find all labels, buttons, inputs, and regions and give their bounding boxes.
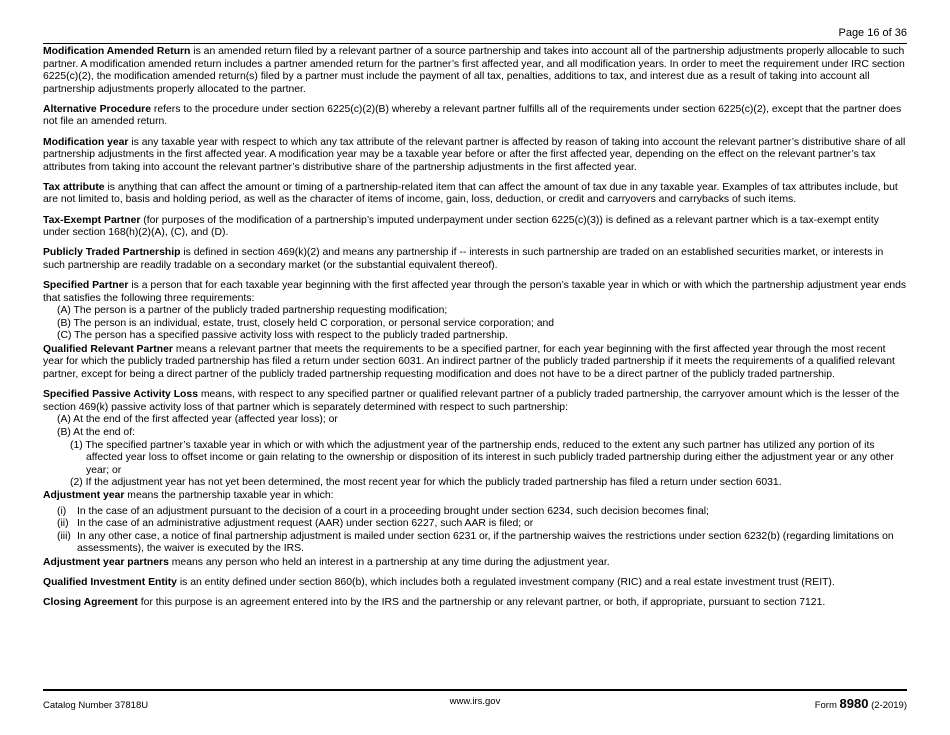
term: Modification Amended Return xyxy=(43,46,191,57)
list-marker: (ii) xyxy=(57,518,69,530)
term: Adjustment year xyxy=(43,489,125,501)
definition-tax-attribute xyxy=(43,182,907,207)
definition-qualified-investment-entity xyxy=(43,577,907,590)
page-body xyxy=(43,46,907,617)
sub-list-item: (1) The specified partner’s taxable year in which or with which the adjustment year of the partnership ends, reduced to the extent any such partner has utilized any portion of its affected year loss to offset income or gain relating to the ownership or disposition of its interest in such publicly traded partnership during either the adjustment year or any other year; or xyxy=(70,439,894,476)
list-text: In any other case, a notice of final partnership adjustment is mailed under section 6231 or, if the partnership waives the restrictions under section 6232(b) (regarding limitations on assessments), the waiver is executed by the IRS. xyxy=(77,530,894,555)
definition-publicly-traded-partnership xyxy=(43,247,907,272)
list-item xyxy=(43,531,907,556)
term: Tax-Exempt Partner xyxy=(43,214,141,226)
definition-alternative-procedure xyxy=(43,104,907,129)
list-item: (A) At the end of the first affected year (affected year loss); or xyxy=(57,414,338,426)
term: Specified Passive Activity Loss xyxy=(43,389,198,401)
list-item: (C) The person has a specified passive activity loss with respect to the publicly traded partnership. xyxy=(57,330,508,342)
term: Modification year xyxy=(43,136,129,148)
list-marker: (i) xyxy=(57,505,67,517)
page-footer xyxy=(43,696,907,711)
term: Qualified Relevant Partner xyxy=(43,343,173,355)
form-revision: (2-2019) xyxy=(871,700,907,711)
list-item xyxy=(43,518,907,531)
definition-specified-partner xyxy=(43,280,907,305)
definition-text: means a relevant partner that meets the requirements to be a specified partner, for each year beginning with the first affected year through the most recent year for which the publicly traded partnership has filed a return under section 6031. An indirect partner of the publicly traded partnership if it meets the requirements of a qualified relevant partner, except for being a direct partner of the publicly traded partnership requesting modification and does not have to be a direct partner of the publicly traded partnership. xyxy=(43,343,895,381)
list-item: (A) The person is a partner of the publicly traded partnership requesting modification; xyxy=(57,305,448,317)
definition-text: means the partnership taxable year in which: xyxy=(124,489,334,501)
definition-adjustment-year xyxy=(43,490,907,503)
definition-text: is anything that can affect the amount or timing of a partnership-related item that can affect the amount of tax due in any taxable year. Examples of tax attributes include, but are not limited to, basis and holding period, as well as the character of items of income, gain, loss, deduction, or credit and carryovers and carrybacks of such items. xyxy=(43,181,898,206)
footer-rule xyxy=(43,689,907,691)
definition-text: (for purposes of the modification of a partnership’s imputed underpayment under section 6225(c)(3)) is defined as a relevant partner which is a tax-exempt entity under section 168(h)(2)(A), (C), and (D). xyxy=(43,214,879,239)
term: Qualified Investment Entity xyxy=(43,576,177,588)
list-item: (B) The person is an individual, estate, trust, closely held C corporation, or personal service corporation; and xyxy=(57,317,555,329)
term: Adjustment year partners xyxy=(43,556,169,568)
definition-closing-agreement xyxy=(43,597,907,610)
term: Publicly Traded Partnership xyxy=(43,247,181,259)
website-link[interactable]: www.irs.gov xyxy=(449,696,501,707)
term: Tax attribute xyxy=(43,181,105,193)
page-number: Page 16 of 36 xyxy=(838,27,907,39)
definition-text: is an entity defined under section 860(b), which includes both a regulated investment company (RIC) and a real estate investment trust (REIT). xyxy=(176,576,835,588)
definition-tax-exempt-partner xyxy=(43,215,907,240)
definition-text: for this purpose is an agreement entered into by the IRS and the partnership or any relevant partner, or both, if appropriate, pursuant to section 7121. xyxy=(137,597,826,609)
form-id xyxy=(815,696,907,711)
list-text: In the case of an adjustment pursuant to the decision of a court in a proceeding brought under section 6234, such decision becomes final; xyxy=(77,505,709,517)
sub-list-item: (2) If the adjustment year has not yet been determined, the most recent year for which the publicly traded partnership has filed a return under section 6031. xyxy=(70,477,782,489)
definition-adjustment-year-partners xyxy=(43,557,907,570)
definition-specified-passive-activity-loss xyxy=(43,389,907,414)
list-text: In the case of an administrative adjustment request (AAR) under section 6227, such AAR is filed; or xyxy=(77,518,534,530)
definition-modification-year xyxy=(43,137,907,175)
definition-text: is defined in section 469(k)(2) and means any partnership if -- interests in such partnership are traded on an established securities market, or interests in such partnership are readily tradable on a secondary market (or the substantial equivalent thereof). xyxy=(43,247,884,271)
catalog-number: Catalog Number 37818U xyxy=(43,700,149,711)
form-label: Form xyxy=(814,700,837,711)
definition-text: means any person who held an interest in a partnership at any time during the adjustment year. xyxy=(168,556,610,568)
term: Alternative Procedure xyxy=(43,103,151,115)
definition-text: refers to the procedure under section 6225(c)(2)(B) whereby a relevant partner fulfills all of the requirements under section 6225(c)(2), except that the partner does not file an amended return. xyxy=(43,103,902,128)
term: Specified Partner xyxy=(43,279,129,291)
list-item xyxy=(43,506,907,519)
definition-text: is an amended return filed by a relevant partner of a source partnership and takes into account all of the partnership adjustments properly allocable to such partner. A modification amended return includes a partner amended return for the partner’s first affected year, and all modification years. In order to meet the requirement under IRC section 6225(c)(2), the modification amended return(s) filed by a partner must include the payment of all tax, penalties, additions to tax, and interest due as a result of taking into account all partnership adjustments properly allocated to the partner. xyxy=(43,46,905,95)
definition-text: is a person that for each taxable year beginning with the first affected year through the person’s taxable year in which or with which the partnership adjustment year ends that satisfies the following three requirements: xyxy=(43,279,907,304)
definition-text: means, with respect to any specified partner or qualified relevant partner of a publicly traded partnership, the carryover amount which is the lesser of the section 469(k) passive activity loss of that partner which is separately determined with respect to such partnership: xyxy=(43,389,900,413)
term: Closing Agreement xyxy=(43,597,138,609)
form-number: 8980 xyxy=(839,696,869,711)
definition-modification-amended-return xyxy=(43,46,907,96)
header-rule xyxy=(43,43,907,44)
list-marker: (iii) xyxy=(57,530,71,542)
definition-text: is any taxable year with respect to which any tax attribute of the relevant partner is affected by reason of taking into account the relevant partner’s distributive share of all partnership adjustments in the first affected year. A modification year may be a taxable year before or after the first affected year, depending on the effect on the relevant partner’s tax attributes from taking into account the relevant partner’s distributive share of the partnership adjustments in the first affected year. xyxy=(43,136,906,173)
definition-qualified-relevant-partner xyxy=(43,344,907,382)
list-item: (B) At the end of: xyxy=(57,426,135,438)
